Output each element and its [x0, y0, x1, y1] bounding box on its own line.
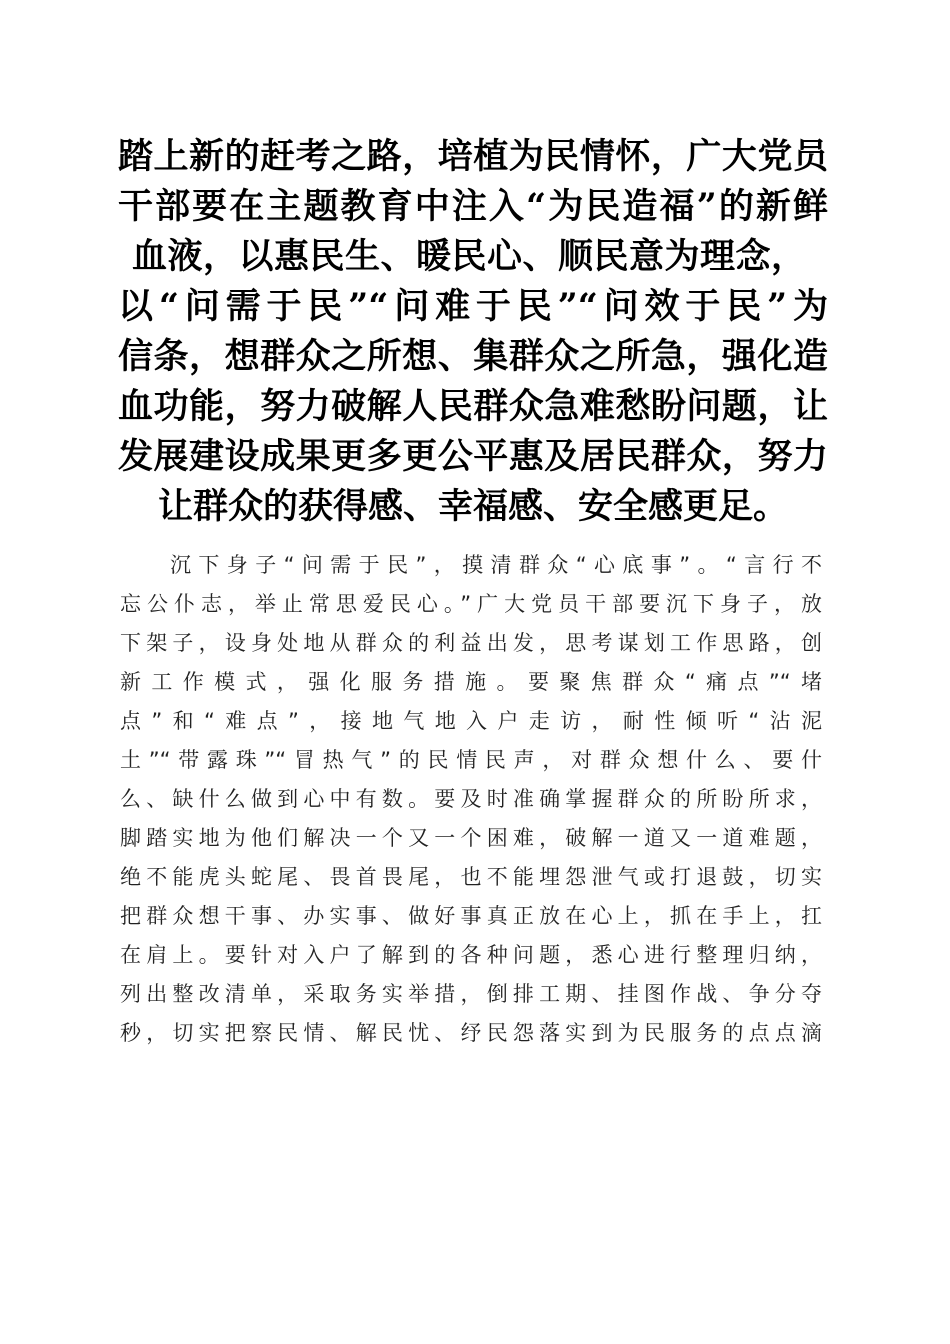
body-line: 绝不能虎头蛇尾、畏首畏尾，也不能埋怨泄气或打退鼓，切实 — [120, 865, 822, 889]
body-line: 土”“带露珠”“冒热气”的民情民声，对群众想什么、要什 — [120, 748, 822, 772]
body-line: 沉下身子“问需于民”，摸清群众“心底事”。“言行不 — [170, 553, 822, 577]
heading-line: 发展建设成果更多更公平惠及居民群众，努力 — [118, 436, 828, 477]
heading-line: 以“问需于民”“问难于民”“问效于民”为 — [118, 286, 828, 327]
body-line: 列出整改清单，采取务实举措，倒排工期、挂图作战、争分夺 — [120, 982, 822, 1006]
body-line: 么、缺什么做到心中有数。要及时准确掌握群众的所盼所求， — [120, 787, 822, 811]
heading-line: 干部要在主题教育中注入“为民造福”的新鲜 — [118, 186, 828, 227]
body-line: 新工作模式，强化服务措施。要聚焦群众“痛点”“堵 — [120, 670, 822, 694]
heading-line: 踏上新的赶考之路，培植为民情怀，广大党员 — [118, 136, 828, 177]
heading-line: 让群众的获得感、幸福感、安全感更足。 — [157, 486, 788, 527]
heading-block — [118, 132, 828, 532]
heading-line: 信条，想群众之所想、集群众之所急，强化造 — [118, 336, 828, 377]
body-line: 忘公仆志，举止常思爱民心。”广大党员干部要沉下身子，放 — [120, 592, 822, 616]
body-line: 在肩上。要针对入户了解到的各种问题，悉心进行整理归纳， — [120, 943, 822, 967]
heading-line: 血液，以惠民生、暖民心、顺民意为理念， — [132, 236, 807, 277]
body-line: 下架子，设身处地从群众的利益出发，思考谋划工作思路，创 — [120, 631, 822, 655]
body-line: 秒，切实把察民情、解民忧、纾民怨落实到为民服务的点点滴 — [120, 1021, 822, 1045]
body-line: 脚踏实地为他们解决一个又一个困难，破解一道又一道难题， — [120, 826, 822, 850]
heading-line: 血功能，努力破解人民群众急难愁盼问题，让 — [118, 386, 828, 427]
body-line: 点”和“难点”，接地气地入户走访，耐性倾听“沾泥 — [120, 709, 822, 733]
body-paragraph — [120, 546, 822, 1053]
body-line: 把群众想干事、办实事、做好事真正放在心上，抓在手上，扛 — [120, 904, 822, 928]
